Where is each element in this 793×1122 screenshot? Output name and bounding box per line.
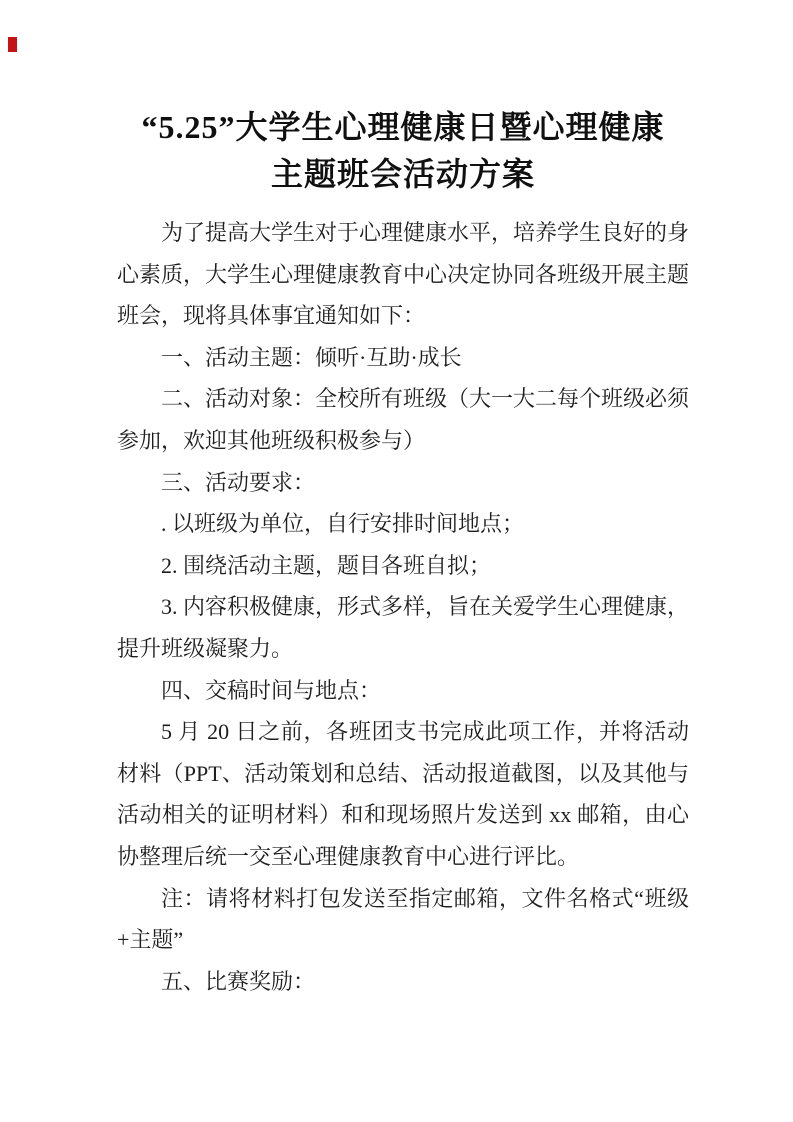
paragraph-section-5-awards: 五、比赛奖励： bbox=[161, 968, 316, 994]
document-content bbox=[117, 104, 689, 1002]
paragraph-section-2-audience: 二、活动对象：全校所有班级（大一大二每个班级必须参加，欢迎其他班级积极参与） bbox=[117, 386, 690, 453]
paragraph-section-1-theme: 一、活动主题：倾听·互助·成长 bbox=[161, 344, 462, 370]
paragraph-requirement-item-1: . 以班级为单位，自行安排时间地点； bbox=[161, 511, 525, 537]
paragraph-requirement-item-2: 2. 围绕活动主题，题目各班自拟； bbox=[161, 552, 492, 578]
document-title bbox=[117, 104, 689, 198]
paragraph-deadline-detail: 5 月 20 日之前，各班团支书完成此项工作，并将活动材料（PPT、活动策划和总结、活动报道截图，以及其他与活动相关的证明材料）和和现场照片发送到 xx 邮箱，由心协整理后统一交至心理健康教育中心进行评比。 bbox=[117, 719, 689, 869]
document-title-line-1: “5.25”大学生心理健康日暨心理健康 bbox=[141, 109, 665, 145]
red-marker bbox=[8, 37, 17, 52]
paragraph-note: 注：请将材料打包发送至指定邮箱，文件名格式“班级+主题” bbox=[117, 885, 689, 953]
paragraph-section-3-requirements: 三、活动要求： bbox=[161, 469, 316, 495]
paragraph-intro: 为了提高大学生对于心理健康水平，培养学生良好的身心素质，大学生心理健康教育中心决定协同各班级开展主题班会，现将具体事宜通知如下： bbox=[117, 220, 690, 329]
document-title-line-2: 主题班会活动方案 bbox=[270, 156, 535, 192]
paragraph-requirement-item-3: 3. 内容积极健康，形式多样，旨在关爱学生心理健康，提升班级凝聚力。 bbox=[117, 594, 690, 661]
paragraph-section-4-deadline: 四、交稿时间与地点： bbox=[161, 677, 382, 703]
